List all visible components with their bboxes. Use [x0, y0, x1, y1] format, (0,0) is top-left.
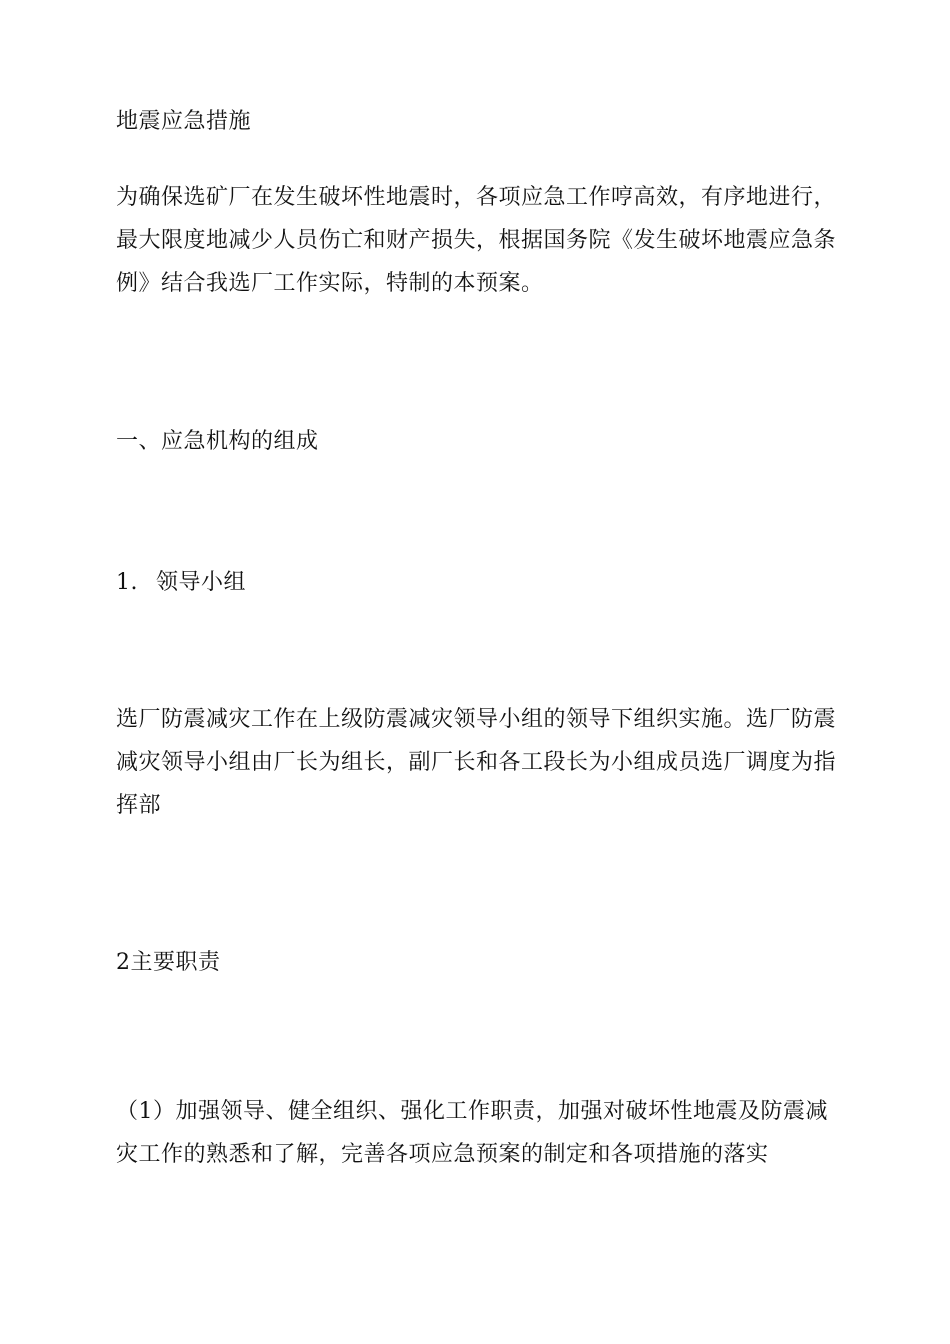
subsection-heading-1 [116, 561, 836, 604]
document-title: 地震应急措施 [116, 109, 252, 134]
section-heading-1: 一、应急机构的组成 [116, 429, 319, 454]
intro-paragraph: 为确保选矿厂在发生破坏性地震时，各项应急工作哼高效，有序地进行，最大限度地减少人员伤亡和财产损失，根据国务院《发生破坏地震应急条例》结合我选厂工作实际，特制的本预案。 [116, 185, 837, 296]
duty-paragraph-1: （1）加强领导、健全组织、强化工作职责，加强对破坏性地震及防震减灾工作的熟悉和了解，完善各项应急预案的制定和各项措施的落实 [116, 1099, 828, 1167]
subsection-heading-2: 2主要职责 [116, 950, 221, 975]
subsection-title-1: 领导小组 [156, 570, 247, 595]
subsection-number-1: 1. [116, 570, 138, 595]
leader-paragraph: 选厂防震减灾工作在上级防震减灾领导小组的领导下组织实施。选厂防震减灾领导小组由厂长为组长，副厂长和各工段长为小组成员选厂调度为指挥部 [116, 707, 837, 818]
